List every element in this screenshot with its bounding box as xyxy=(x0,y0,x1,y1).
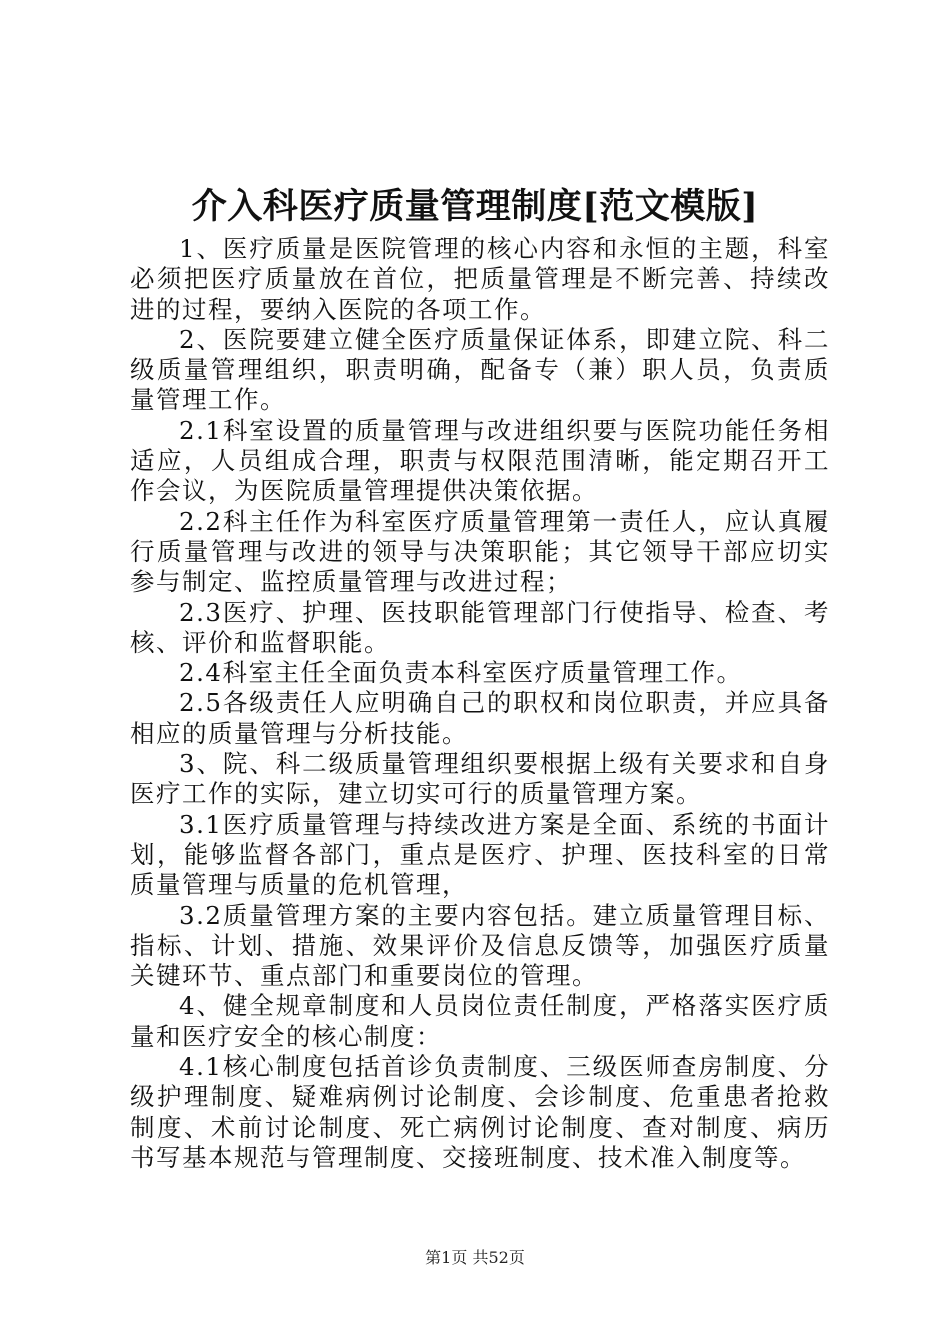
paragraph-2-2: 2.2科主任作为科室医疗质量管理第一责任人，应认真履行质量管理与改进的领导与决策职能；其它领导干部应切实参与制定、监控质量管理与改进过程； xyxy=(130,506,830,597)
paragraph-2-5: 2.5各级责任人应明确自己的职权和岗位职责，并应具备相应的质量管理与分析技能。 xyxy=(130,688,830,748)
paragraph-1: 1、医疗质量是医院管理的核心内容和永恒的主题，科室必须把医疗质量放在首位，把质量管理是不断完善、持续改进的过程，要纳入医院的各项工作。 xyxy=(130,234,830,324)
page-footer xyxy=(0,1247,950,1269)
paragraph-3-1: 3.1医疗质量管理与持续改进方案是全面、系统的书面计划，能够监督各部门，重点是医疗、护理、医技科室的日常质量管理与质量的危机管理， xyxy=(130,809,830,900)
document-body xyxy=(130,234,830,1173)
paragraph-4: 4、健全规章制度和人员岗位责任制度，严格落实医疗质量和医疗安全的核心制度： xyxy=(130,991,830,1051)
paragraph-3: 3、院、科二级质量管理组织要根据上级有关要求和自身医疗工作的实际，建立切实可行的质量管理方案。 xyxy=(130,749,830,809)
paragraph-4-1: 4.1核心制度包括首诊负责制度、三级医师查房制度、分级护理制度、疑难病例讨论制度、会诊制度、危重患者抢救制度、术前讨论制度、死亡病例讨论制度、查对制度、病历书写基本规范与管理制度、交接班制度、技术准入制度等。 xyxy=(130,1052,830,1172)
paragraph-3-2: 3.2质量管理方案的主要内容包括。建立质量管理目标、指标、计划、措施、效果评价及信息反馈等，加强医疗质量关键环节、重点部门和重要岗位的管理。 xyxy=(130,900,830,991)
document-title: 介入科医疗质量管理制度[范文模版] xyxy=(191,186,759,227)
page-total: 共52页 xyxy=(472,1248,525,1267)
paragraph-2: 2、医院要建立健全医疗质量保证体系，即建立院、科二级质量管理组织，职责明确，配备专（兼）职人员，负责质量管理工作。 xyxy=(130,324,830,415)
paragraph-2-1: 2.1科室设置的质量管理与改进组织要与医院功能任务相适应，人员组成合理，职责与权限范围清晰，能定期召开工作会议，为医院质量管理提供决策依据。 xyxy=(130,415,830,506)
paragraph-2-4: 2.4科室主任全面负责本科室医疗质量管理工作。 xyxy=(179,658,743,688)
page-number: 第1页 xyxy=(425,1248,468,1267)
paragraph-2-3: 2.3医疗、护理、医技职能管理部门行使指导、检查、考核、评价和监督职能。 xyxy=(130,597,830,657)
